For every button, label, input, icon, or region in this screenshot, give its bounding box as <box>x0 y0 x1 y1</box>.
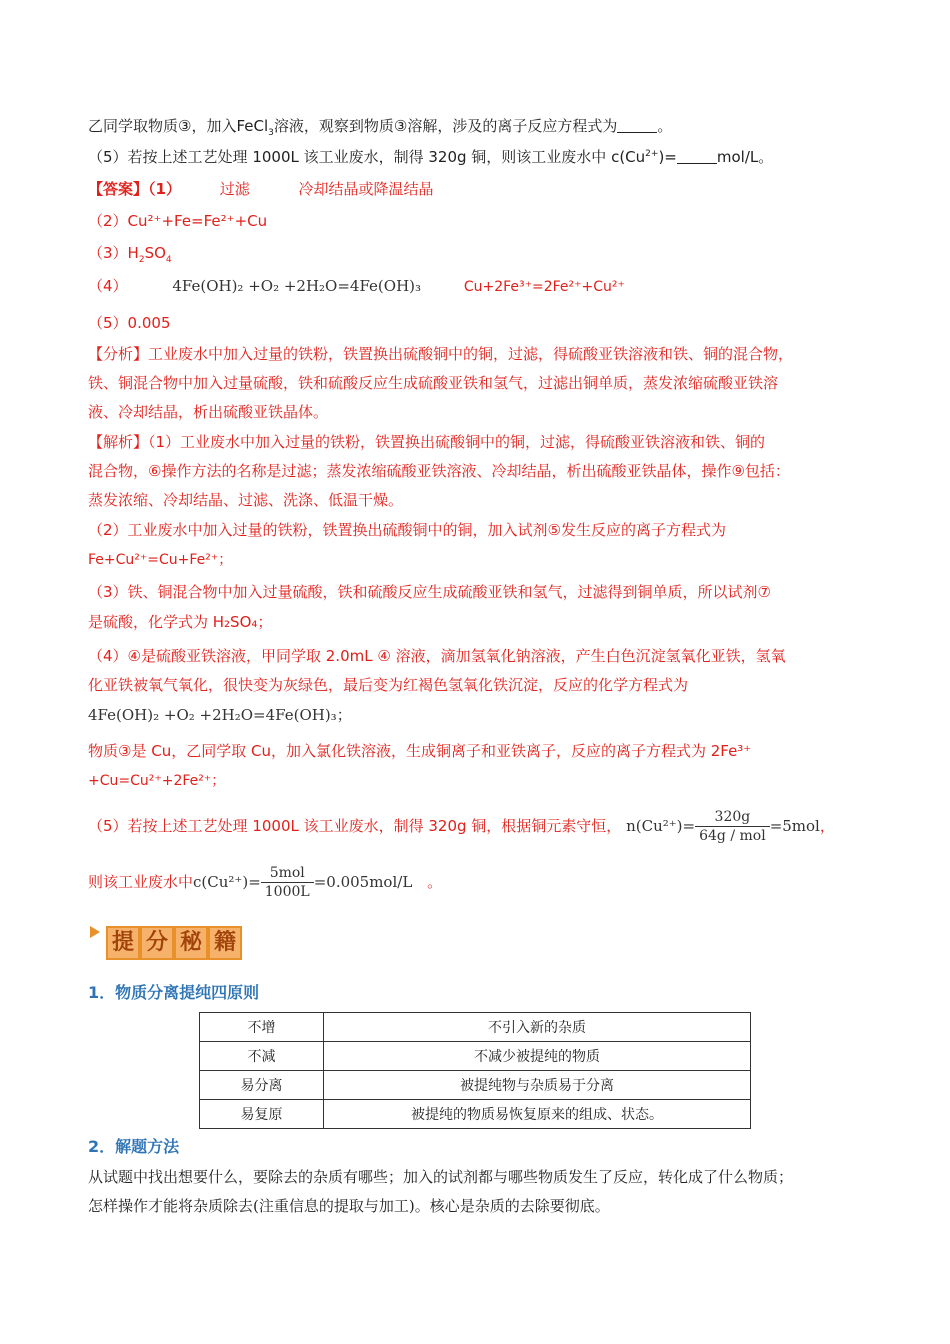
solution-line-9: 化亚铁被氧气氧化，很快变为灰绿色，最后变为红褐色氢氧化铁沉淀，反应的化学方程式为 <box>88 676 689 694</box>
answer-1b: 冷却结晶或降温结晶 <box>298 180 434 198</box>
text: 溶液，观察到物质③溶解，涉及的离子反应方程式为 <box>273 117 618 135</box>
solution-line-5: Fe+Cu²⁺=Cu+Fe²⁺； <box>88 552 233 568</box>
answer-blank <box>677 149 717 164</box>
question-line-3 <box>88 116 672 136</box>
fecl3-formula: FeCl <box>236 117 269 135</box>
table-row <box>200 1071 751 1100</box>
table-cell: 不减少被提纯的物质 <box>324 1042 751 1071</box>
solution-line-3: 蒸发浓缩、冷却结晶、过滤、洗涤、低温干燥。 <box>88 491 404 509</box>
banner-char: 秘 <box>174 926 208 960</box>
table-cell: 被提纯的物质易恢复原来的组成、状态。 <box>324 1100 751 1129</box>
answer-1a: 过滤 <box>219 180 250 198</box>
answer-2: （2）Cu²⁺+Fe=Fe²⁺+Cu <box>88 212 268 230</box>
analysis-line-3: 液、冷却结晶，析出硫酸亚铁晶体。 <box>88 403 329 421</box>
banner-char: 籍 <box>208 926 242 960</box>
speaker-icon <box>90 926 100 938</box>
text: )= <box>658 148 677 166</box>
solution-line-12: +Cu=Cu²⁺+2Fe²⁺； <box>88 773 226 789</box>
formula-lhs: c(Cu²⁺)= <box>193 873 261 891</box>
table-cell: 易复原 <box>200 1100 324 1129</box>
tips-banner <box>90 920 250 964</box>
banner-char: 提 <box>106 926 140 960</box>
text: ， <box>819 817 835 835</box>
answer-4-ionic-equation: Cu+2Fe³⁺=2Fe²⁺+Cu²⁺ <box>463 279 625 295</box>
method-paragraph-2: 怎样操作才能将杂质除去(注重信息的提取与加工)。核心是杂质的去除要彻底。 <box>88 1197 610 1215</box>
answer-3 <box>88 243 172 263</box>
principles-table <box>199 1012 751 1129</box>
denominator: 1000L <box>264 884 310 900</box>
section-1-title: 1．物质分离提纯四原则 <box>88 983 260 1002</box>
formula-rhs: =0.005mol/L <box>313 873 413 891</box>
table-row <box>200 1042 751 1071</box>
answer-4 <box>88 276 625 297</box>
banner-char: 分 <box>140 926 174 960</box>
answer-4-equation: 4Fe(OH)₂ +O₂ +2H₂O=4Fe(OH)₃ <box>172 277 422 295</box>
subscript: 2 <box>138 255 145 265</box>
numerator: 5mol <box>261 864 314 883</box>
solution-line-8: （4）④是硫酸亚铁溶液，甲同学取 2.0mL ④ 溶液，滴加氢氧化钠溶液，产生白色沉淀氢氧化亚铁，氢氧 <box>88 647 786 665</box>
analysis-line-1: 【分析】工业废水中加入过量的铁粉，铁置换出硫酸铜中的铜，过滤，得硫酸亚铁溶液和铁、铜的混合物， <box>88 345 794 363</box>
table-row <box>200 1013 751 1042</box>
answer-label: 【答案】（1） <box>88 180 181 198</box>
table-cell: 被提纯物与杂质易于分离 <box>324 1071 751 1100</box>
table-row <box>200 1100 751 1129</box>
text: 。 <box>657 117 673 135</box>
text: mol/L。 <box>716 148 774 166</box>
table-cell: 易分离 <box>200 1071 324 1100</box>
fraction <box>695 808 770 845</box>
answer-5: （5）0.005 <box>88 314 171 332</box>
method-paragraph-1: 从试题中找出想要什么，要除去的杂质有哪些；加入的试剂都与哪些物质发生了反应，转化成了什么物质； <box>88 1168 794 1186</box>
solution-line-13 <box>88 806 835 846</box>
table-cell: 不引入新的杂质 <box>324 1013 751 1042</box>
answer-1 <box>88 179 434 199</box>
subscript: 4 <box>165 255 172 265</box>
question-5 <box>88 147 773 167</box>
solution-line-7: 是硫酸，化学式为 H₂SO₄； <box>88 613 273 631</box>
subscript: 3 <box>268 128 274 138</box>
text: 则该工业废水中 <box>88 873 194 891</box>
answer-4-label: （4） <box>88 277 128 295</box>
text: 。 <box>427 873 443 891</box>
table-cell: 不增 <box>200 1013 324 1042</box>
text: 乙同学取物质③，加入 <box>88 117 237 135</box>
formula-lhs: n(Cu²⁺)= <box>626 817 696 835</box>
text: （5）若按上述工艺处理 1000L 该工业废水，制得 320g 铜，则该工业废水中 c(Cu <box>88 148 646 166</box>
fraction <box>261 864 314 901</box>
text: （5）若按上述工艺处理 1000L 该工业废水，制得 320g 铜，根据铜元素守恒， <box>88 817 622 835</box>
table-cell: 不减 <box>200 1042 324 1071</box>
solution-line-1: 【解析】（1）工业废水中加入过量的铁粉，铁置换出硫酸铜中的铜，过滤，得硫酸亚铁溶液和铁、铜的 <box>88 433 766 451</box>
solution-line-11: 物质③是 Cu，乙同学取 Cu，加入氯化铁溶液，生成铜离子和亚铁离子，反应的离子方程式为 2Fe³⁺ <box>88 742 752 760</box>
denominator: 64g / mol <box>699 828 766 844</box>
text: （3）H <box>88 244 139 262</box>
superscript: 2+ <box>645 149 659 159</box>
section-2-title: 2．解题方法 <box>88 1137 180 1156</box>
analysis-line-2: 铁、铜混合物中加入过量硫酸，铁和硫酸反应生成硫酸亚铁和氢气，过滤出铜单质，蒸发浓缩硫酸亚铁溶 <box>88 374 779 392</box>
numerator: 320g <box>695 808 770 827</box>
solution-line-2: 混合物，⑥操作方法的名称是过滤；蒸发浓缩硫酸亚铁溶液、冷却结晶，析出硫酸亚铁晶体，操作⑨包括： <box>88 462 790 480</box>
solution-line-6: （3）铁、铜混合物中加入过量硫酸，铁和硫酸反应生成硫酸亚铁和氢气，过滤得到铜单质，所以试剂⑦ <box>88 583 771 601</box>
text: SO <box>144 244 166 262</box>
formula-rhs: =5mol <box>769 817 820 835</box>
solution-line-10: 4Fe(OH)₂ +O₂ +2H₂O=4Fe(OH)₃； <box>88 706 352 724</box>
answer-blank <box>617 118 657 133</box>
solution-line-4: （2）工业废水中加入过量的铁粉，铁置换出硫酸铜中的铜，加入试剂⑤发生反应的离子方程式为 <box>88 521 726 539</box>
solution-line-14 <box>88 862 442 902</box>
